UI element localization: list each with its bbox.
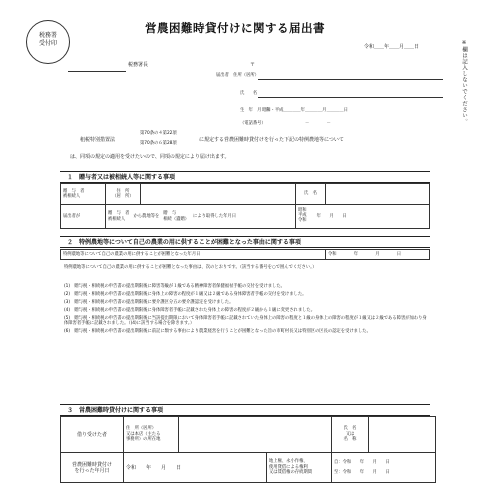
section2-date-table — [60, 249, 430, 260]
s3-date-value[interactable]: 令和 年 月 日 — [124, 453, 267, 483]
reception-stamp — [26, 20, 70, 64]
s1-era3: 令和 — [298, 217, 307, 223]
s3-date-label2: を行った年月日 — [74, 467, 110, 474]
s3-name1: 氏 名 — [343, 426, 357, 432]
intro-law1: 第70条の４第22項 — [140, 131, 177, 136]
intro-line2: は、同項の規定の適用を受けたいので、同項の規定により届け出ます。 — [70, 154, 230, 160]
birth-value[interactable]: 昭和・平成＿＿＿＿年＿＿＿＿月＿＿＿＿日 — [262, 108, 348, 113]
s1-era1: 昭和 — [298, 208, 307, 214]
s1-col-name: 氏 名 — [296, 184, 326, 205]
s2-item-4[interactable]: (4) 贈与税・相続税の申告書の提出期限後に身体障害者手帳に記載された身体上の障害の程度が２級から１級に変更されました。 — [64, 307, 316, 313]
s2-item-1[interactable]: (1) 贈与税・相続税の申告書の提出期限後に障害等級が１級である精神障害者保健福祉手帳の交付を受けました。 — [64, 284, 285, 289]
stamp-line2: 受付印 — [38, 40, 57, 47]
s1-col-a1: 贈 与 者 — [63, 188, 85, 194]
form-title: 営農困難時貸付けに関する届出書 — [145, 21, 325, 35]
s1-address-input[interactable] — [141, 184, 296, 205]
s2-item-3[interactable]: (3) 贈与税・相続税の申告書の提出期限後に要介護区分五の要介護認定を受けました。 — [64, 299, 234, 305]
s3-mid2: 使用貸借による権利 — [269, 464, 308, 470]
section3-heading: ３ 営農困難時貸付けに関する事項 — [60, 404, 430, 416]
s1-row2-end: により取得した年月日 — [193, 213, 237, 219]
s2-item-2[interactable]: (2) 贈与税・相続税の申告書の提出期限後に身体上の障害の程度が１級又は２級である身体障害者手帳の交付を受けました。 — [64, 291, 307, 297]
label-phone: （電話番号） — [240, 121, 266, 126]
s1-ymd[interactable]: 年 月 日 — [316, 213, 347, 219]
intro-middle: に規定する営農困難時貸付けを行った下記の特例農地等について — [199, 137, 344, 143]
side-note: ※欄は記入しないでください。 — [461, 40, 467, 125]
s3-name-input[interactable] — [369, 417, 436, 453]
s3-mid3: 又は賃借権の存続期間 — [269, 470, 312, 476]
s3-borrower: 借り受けた者 — [61, 417, 124, 453]
s3-addr3: 事務所）の所在地 — [126, 437, 161, 443]
s1-name-input[interactable] — [326, 184, 430, 205]
s3-name3: 名 称 — [343, 437, 357, 443]
s1-row2-r1: 贈 与 — [163, 211, 177, 217]
s3-from[interactable]: 自：令和 年 月 日 — [334, 459, 390, 465]
s1-col-b2: （居 所） — [112, 194, 134, 199]
submission-date: 令和＿＿年＿＿月＿＿日 — [364, 44, 420, 50]
s1-row2-mid1: 贈 与 者 — [108, 211, 130, 217]
s3-address-input[interactable] — [179, 417, 332, 453]
office-suffix: 税務署長 — [128, 62, 149, 68]
s3-to[interactable]: 至：令和 年 月 日 — [334, 470, 390, 475]
s1-col-a2: 被相続人 — [63, 194, 81, 199]
s1-row2-from: から農地等を — [133, 213, 160, 219]
label-birth: 生 年 月 日 — [240, 108, 271, 113]
office-name-line[interactable] — [68, 66, 126, 72]
phone-value[interactable]: － － — [305, 121, 331, 126]
s3-addr1: 住 所（居所） — [126, 426, 157, 432]
s3-addr2: 又は本店（主たる — [126, 431, 161, 437]
section2-heading: ２ 特例農地等について自己の農業の用に供することが困難となった事由に関する事項 — [60, 236, 430, 248]
s1-row2-mid2: 被相続人 — [108, 216, 126, 222]
address-field[interactable] — [258, 79, 443, 80]
section1-heading: １ 贈与者又は被相続人等に関する事項 — [60, 171, 430, 183]
s1-col-b1: 住 所 — [116, 188, 130, 194]
s3-mid1: 地上権、永小作権、 — [269, 459, 308, 465]
s1-row2-r2: 相続（遺贈） — [163, 216, 190, 222]
s2-row-value[interactable]: 令和 年 月 日 — [326, 250, 430, 260]
section1-table — [60, 183, 430, 229]
name-field[interactable] — [258, 97, 443, 98]
s3-name2: 又は — [345, 431, 355, 437]
s1-era2: 平成 — [298, 213, 307, 219]
intro-law2: 第70条の６第28項 — [140, 141, 177, 146]
s2-items — [64, 284, 428, 337]
s3-date-label1: 営農困難時貸付け — [71, 461, 112, 468]
section3-table — [60, 416, 436, 483]
s2-row-label: 特例農地等について自己の農業の用に供することが困難となった年月日 — [61, 250, 326, 260]
s1-row2-label: 届出者が — [61, 205, 106, 229]
label-name: 氏 名 — [240, 91, 258, 96]
s2-item-5[interactable]: (5) 贈与税・相続税の申告書の提出期限後に当該提出期限において身体障害者手帳に記載されていた身体上の障害の程度と１級の身体上の障害の程度が１級又は２級である障害が加わり身体障害者手帳に記載されました。（(4)に該当する場合を除きます。） — [64, 315, 427, 327]
intro-prefix: 租税特別措置法 — [80, 137, 116, 143]
label-address: 届出者 住所（居所） — [216, 73, 259, 78]
s2-lead: 特例農地等について自己の農業の用に供することが困難となった事由は、次のとおりです。（該当する番号を○で囲んでください。） — [64, 265, 317, 270]
s2-item-6[interactable]: (6) 贈与税・相続税の申告書の提出期限後に前記に類する事由により農業経営を行うことが困難となった旨の市町村長又は特別区の区長の認定を受けました。 — [64, 329, 371, 335]
postal-mark: 〒 — [250, 62, 256, 68]
stamp-line1: 税務署 — [38, 32, 57, 39]
